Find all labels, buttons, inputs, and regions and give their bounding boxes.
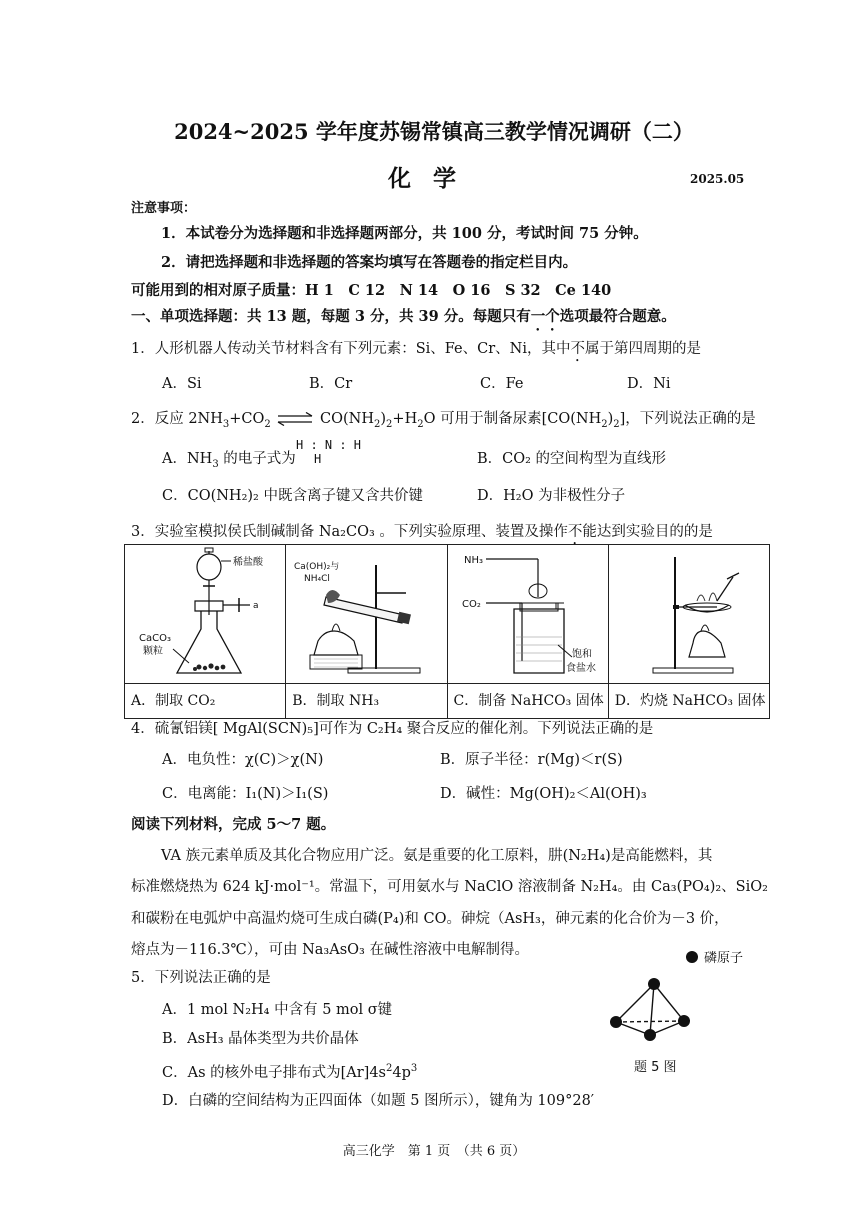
equilibrium-arrow-icon — [275, 412, 315, 426]
question-1-stem: 1．人形机器人传动关节材料含有下列元素：Si、Fe、Cr、Ni，其中不属于第四周期的是 — [131, 341, 701, 357]
evaporating-dish-diagram — [609, 545, 779, 679]
q2-option-d: D．H₂O 为非极性分子 — [477, 488, 626, 504]
q2-option-c: C．CO(NH₂)₂ 中既含离子键又含共价键 — [162, 488, 423, 504]
svg-text:a: a — [253, 601, 259, 611]
notice-heading: 注意事项： — [131, 201, 197, 216]
q4-option-d: D．碱性：Mg(OH)₂＜Al(OH)₃ — [440, 786, 647, 802]
question-2-stem: 2．反应 $2NH_3+CO_2$ $CO(NH_2)_2+H_2O$ 可用于制备尿素$[CO(NH_2)_2]$，下列说法正确的是 — [131, 411, 756, 430]
q4-option-a: A．电负性：χ(C)＞χ(N) — [162, 752, 324, 768]
label-co2: CO₂ — [461, 599, 481, 610]
p-atom-right — [678, 1015, 690, 1027]
caption-d: D．灼烧 NaHCO₃ 固体 — [608, 684, 769, 719]
q1-option-d: D．Ni — [627, 376, 671, 392]
label-nh3: NH₃ — [463, 555, 483, 566]
notice-item-2: 2．请把选择题和非选择题的答案均填写在答题卷的指定栏目内。 — [161, 254, 578, 271]
q4-option-b: B．原子半径：r(Mg)＜r(S) — [440, 752, 623, 768]
section-1-heading: 一、单项选择题：共 13 题，每题 3 分，共 39 分。每题只有一个选项最符合题意。 — [131, 308, 676, 325]
label-caco3: CaCO₃ — [139, 633, 171, 644]
white-phosphorus-figure — [600, 944, 760, 1080]
exam-title: 2024~2025 学年度苏锡常镇高三教学情况调研（二） — [174, 119, 694, 144]
label-dilute-hcl: 稀盐酸 — [233, 557, 263, 568]
flask-funnel-diagram — [125, 545, 285, 679]
gas-bottle-diagram — [448, 545, 613, 679]
apparatus-d — [608, 545, 769, 684]
question-4-stem: 4．硫氰铝镁[ MgAl(SCN)₅]可作为 C₂H₄ 聚合反应的催化剂。下列说法正确的是 — [131, 721, 654, 737]
label-nh4cl: NH₄Cl — [304, 574, 331, 584]
caption-c: C．制备 NaHCO₃ 固体 — [447, 684, 608, 719]
reading-line-2: 标准燃烧热为 624 kJ·mol⁻¹。常温下，可用氨水与 NaClO 溶液制备 N₂H₄。由 Ca₃(PO₄)₂、SiO₂ — [131, 879, 768, 895]
q5-option-d: D．白磷的空间结构为正四面体（如题 5 图所示），键角为 109°28′ — [162, 1093, 595, 1109]
label-caoh2: Ca(OH)₂与 — [294, 562, 340, 572]
apparatus-b — [286, 545, 447, 684]
label-saturated: 饱和 — [571, 649, 592, 660]
q1-option-b: B．Cr — [309, 376, 353, 392]
q2-option-a: A．$NH_3$ 的电子式为 — [162, 451, 296, 470]
notice-item-1: 1．本试卷分为选择题和非选择题两部分，共 100 分，考试时间 75 分钟。 — [161, 225, 648, 242]
apparatus-a — [125, 545, 286, 684]
page-footer: 高三化学 第 1 页 （共 6 页） — [342, 1144, 526, 1159]
atomic-masses: 可能用到的相对原子质量：H 1 C 12 N 14 O 16 S 32 Ce 140 — [131, 282, 612, 299]
caption-a: A．制取 CO₂ — [125, 684, 286, 719]
caption-b: B．制取 NH₃ — [286, 684, 447, 719]
q5-option-c: C．As 的核外电子排布式为$[Ar]4s^24p^3$ — [162, 1063, 418, 1081]
q1-option-a: A．Si — [162, 376, 202, 392]
figure-legend-label: 磷原子 — [704, 951, 744, 966]
reading-line-3: 和碳粉在电弧炉中高温灼烧可生成白磷(P₄)和 CO。砷烷（AsH₃，砷元素的化合价为－3 价， — [131, 911, 729, 927]
p-atom-left — [610, 1016, 622, 1028]
label-granules: 颗粒 — [143, 646, 163, 657]
p-atom-top — [648, 978, 660, 990]
reading-line-1: VA 族元素单质及其化合物应用广泛。氨是重要的化工原料，肼(N₂H₄)是高能燃料，其 — [161, 848, 713, 864]
question-5-stem: 5．下列说法正确的是 — [131, 970, 271, 986]
q1-option-c: C．Fe — [480, 376, 524, 392]
q4-option-c: C．电离能：I₁(N)＞I₁(S) — [162, 786, 329, 802]
phosphorus-atom-legend-icon — [686, 951, 698, 963]
nh3-lewis-structure: H : N : H H — [296, 438, 362, 466]
p-atom-front — [644, 1029, 656, 1041]
q3-apparatus-table — [124, 544, 770, 719]
figure-caption: 题 5 图 — [634, 1060, 677, 1075]
label-brine: 食盐水 — [565, 663, 596, 674]
exam-date: 2025.05 — [690, 172, 745, 186]
test-tube-heating-diagram — [286, 545, 446, 679]
reading-line-4: 熔点为－116.3℃），可由 Na₃AsO₃ 在碱性溶液中电解制得。 — [131, 942, 529, 958]
reading-heading: 阅读下列材料，完成 5～7 题。 — [131, 816, 336, 833]
question-3-stem: 3．实验室模拟侯氏制碱制备 Na₂CO₃ 。下列实验原理、装置及操作不能达到实验目的的是 — [131, 524, 713, 540]
q2-option-b: B．CO₂ 的空间构型为直线形 — [477, 451, 667, 467]
apparatus-c — [447, 545, 608, 684]
q5-option-a: A．1 mol N₂H₄ 中含有 5 mol σ键 — [162, 1002, 393, 1018]
q5-option-b: B．AsH₃ 晶体类型为共价晶体 — [162, 1031, 359, 1047]
subject-title: 化学 — [388, 166, 478, 192]
